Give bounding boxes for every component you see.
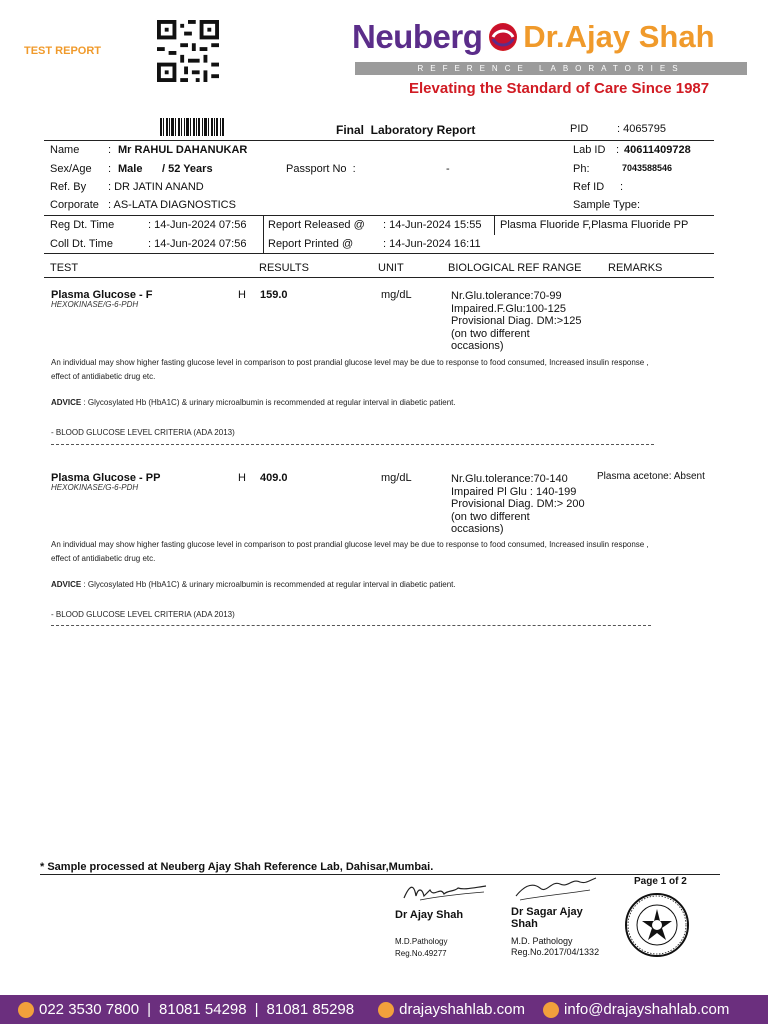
signature-sagar-shah — [510, 874, 600, 902]
ref-range-line: Nr.Glu.tolerance:70-99 — [451, 290, 562, 302]
section-divider — [51, 625, 651, 626]
brand-ajay-shah: Dr.Ajay Shah — [523, 19, 715, 54]
ref-range — [451, 290, 582, 353]
interpretation-note: An individual may show higher fasting glucose level in comparison to post prandial glucose level may be due to response to food consumed, Increased insulin response , — [51, 540, 649, 549]
test-name: Plasma Glucose - F — [51, 289, 153, 301]
signatory-2-qual: M.D. Pathology — [511, 936, 573, 946]
ref-range-line: Provisional Diag. DM:>125 — [451, 315, 582, 327]
signatory-2-reg: Reg.No.2017/04/1332 — [511, 947, 600, 957]
lab-seal-icon — [624, 892, 690, 958]
email-link[interactable]: info@drajayshahlab.com — [564, 1000, 730, 1018]
signatory-1-reg: Reg.No.49277 — [395, 949, 447, 958]
barcode — [160, 118, 224, 136]
website-group — [378, 1001, 525, 1018]
advice-label: ADVICE — [51, 398, 82, 407]
column-header-rule — [44, 277, 714, 278]
info-mid-rule — [44, 215, 714, 216]
test-method: HEXOKINASE/G-6-PDH — [51, 483, 139, 492]
released-label: Report Released @ — [268, 219, 365, 231]
processing-note: * Sample processed at Neuberg Ajay Shah Reference Lab, Dahisar,Mumbai. — [40, 861, 434, 873]
sample-type-value: Plasma Fluoride F,Plasma Fluoride PP — [500, 219, 689, 231]
phone-2[interactable]: 81081 54298 — [159, 1001, 247, 1018]
advice-note — [51, 580, 456, 589]
released-value: : 14-Jun-2024 15:55 — [383, 219, 482, 231]
footer-rule — [40, 874, 720, 875]
phone-icon — [18, 1002, 34, 1018]
criteria-note: - BLOOD GLUCOSE LEVEL CRITERIA (ADA 2013) — [51, 610, 235, 619]
interpretation-note: An individual may show higher fasting glucose level in comparison to post prandial glucose level may be due to response to food consumed, Increased insulin response , — [51, 358, 649, 367]
printed-value: : 14-Jun-2024 16:11 — [383, 238, 481, 250]
refby-value: : DR JATIN ANAND — [108, 181, 204, 193]
contact-phone-group — [18, 1001, 139, 1018]
phone-1[interactable]: 022 3530 7800 — [39, 1000, 140, 1018]
advice-label: ADVICE — [51, 580, 82, 589]
remarks-value: Plasma acetone: Absent — [597, 471, 705, 482]
signatory-2-name-line1: Dr Sagar Ajay — [511, 906, 583, 918]
brand-logo — [352, 18, 715, 58]
coll-label: Coll Dt. Time — [50, 238, 113, 250]
sexage-colon: : — [108, 163, 112, 175]
ref-range-line: occasions) — [451, 340, 504, 352]
result-unit: mg/dL — [381, 289, 412, 301]
sample-type-label: Sample Type: — [573, 199, 641, 211]
brand-neuberg: Neuberg — [352, 18, 483, 55]
corporate-label: Corporate — [50, 199, 99, 211]
criteria-note: - BLOOD GLUCOSE LEVEL CRITERIA (ADA 2013) — [51, 428, 235, 437]
brand-emblem-icon — [489, 23, 517, 51]
refid-label: Ref ID — [573, 181, 605, 193]
brand-subtitle: REFERENCE LABORATORIES — [417, 64, 685, 73]
name-colon: : — [108, 144, 112, 156]
result-flag: H — [238, 472, 246, 484]
vline-2 — [494, 215, 495, 235]
patient-name: Mr RAHUL DAHANUKAR — [118, 144, 248, 156]
header-top-rule — [44, 140, 714, 141]
test-method: HEXOKINASE/G-6-PDH — [51, 300, 139, 309]
globe-icon — [378, 1002, 394, 1018]
interpretation-note: effect of antidiabetic drug etc. — [51, 372, 156, 381]
result-value: 409.0 — [260, 472, 288, 484]
printed-label: Report Printed @ — [268, 238, 354, 250]
col-remarks: REMARKS — [608, 262, 663, 274]
result-flag: H — [238, 289, 246, 301]
name-label: Name — [50, 144, 80, 156]
age-value: / 52 Years — [162, 163, 213, 175]
test-report-label: TEST REPORT — [24, 45, 102, 57]
report-title: Final Laboratory Report — [336, 123, 476, 137]
phone-3[interactable]: 81081 85298 — [266, 1001, 355, 1018]
advice-note — [51, 398, 456, 407]
tagline: Elevating the Standard of Care Since 1987 — [409, 80, 710, 97]
result-value: 159.0 — [260, 289, 288, 301]
email-group — [543, 1001, 729, 1018]
signature-ajay-shah — [400, 878, 490, 904]
advice-text: : Glycosylated Hb (HbA1C) & urinary microalbumin is recommended at regular interval in diabetic patient. — [81, 398, 456, 407]
brand-subtitle-bar — [355, 62, 747, 75]
ph-value: 7043588546 — [622, 163, 673, 173]
col-ref-range: BIOLOGICAL REF RANGE — [448, 262, 582, 274]
ph-label: Ph: — [573, 163, 590, 175]
page-number: Page 1 of 2 — [634, 876, 687, 887]
interpretation-note: effect of antidiabetic drug etc. — [51, 554, 156, 563]
ref-range-line: (on two different — [451, 510, 530, 523]
test-name: Plasma Glucose - PP — [51, 472, 161, 484]
vline-1 — [263, 215, 264, 253]
ref-range-line: (on two different — [451, 327, 530, 340]
sexage-label: Sex/Age — [50, 163, 92, 175]
advice-text: : Glycosylated Hb (HbA1C) & urinary microalbumin is recommended at regular interval in diabetic patient. — [81, 580, 456, 589]
ref-range-line: Nr.Glu.tolerance:70-140 — [451, 473, 568, 485]
coll-value: : 14-Jun-2024 07:56 — [148, 238, 247, 250]
contact-bar — [0, 995, 768, 1024]
reg-label: Reg Dt. Time — [50, 219, 115, 231]
reg-value: : 14-Jun-2024 07:56 — [148, 219, 247, 231]
sex-value: Male — [118, 163, 143, 175]
section-divider — [51, 444, 654, 445]
refby-label: Ref. By — [50, 181, 87, 193]
info-bottom-rule — [44, 253, 714, 254]
result-unit: mg/dL — [381, 472, 412, 484]
passport-label: Passport No : — [286, 163, 356, 175]
col-results: RESULTS — [259, 262, 309, 274]
signatory-1-qual: M.D.Pathology — [395, 937, 448, 946]
col-unit: UNIT — [378, 262, 404, 274]
separator: | — [254, 1001, 259, 1018]
signatory-2-name-line2: Shah — [511, 918, 538, 930]
ref-range-line: Provisional Diag. DM:> 200 — [451, 498, 585, 510]
ref-range-line: occasions) — [451, 523, 504, 535]
col-test: TEST — [50, 262, 79, 274]
passport-value: - — [446, 163, 450, 175]
qr-code — [156, 20, 220, 82]
email-icon — [543, 1002, 559, 1018]
labid-colon: : — [616, 144, 620, 156]
separator: | — [147, 1001, 152, 1018]
website-link[interactable]: drajayshahlab.com — [399, 1000, 526, 1018]
pid-label: PID — [570, 123, 589, 135]
signatory-1-name: Dr Ajay Shah — [395, 909, 464, 921]
ref-range-line: Impaired Pl Glu : 140-199 — [451, 485, 577, 498]
refid-value: : — [620, 181, 624, 193]
ref-range — [451, 473, 585, 536]
ref-range-line: Impaired.F.Glu:100-125 — [451, 302, 566, 315]
corporate-value: : AS-LATA DIAGNOSTICS — [108, 199, 236, 211]
labid-label: Lab ID — [573, 144, 606, 156]
labid-value: 40611409728 — [624, 144, 691, 156]
pid-value: : 4065795 — [617, 123, 666, 135]
